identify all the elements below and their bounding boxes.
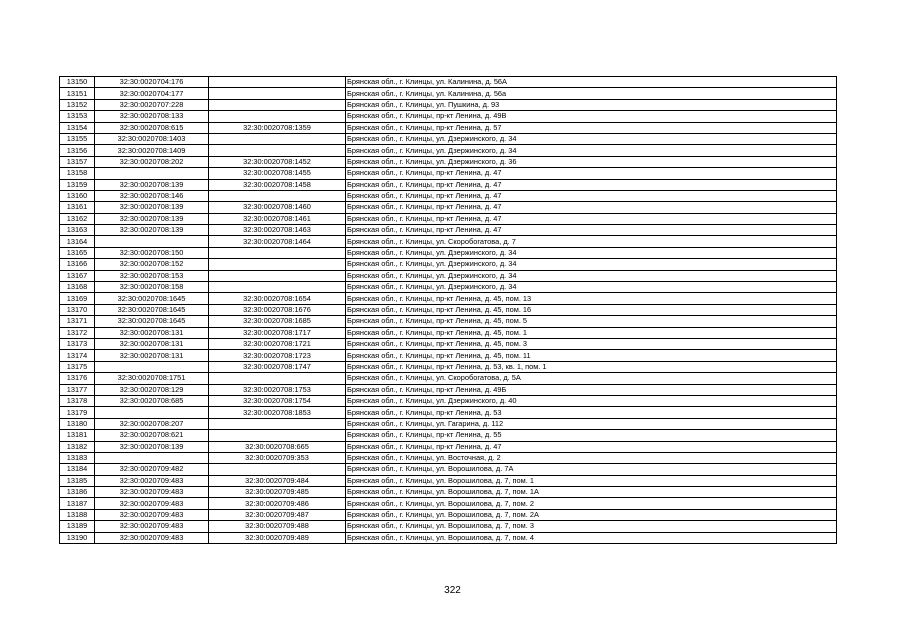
- cadastral-number-cell: [95, 168, 209, 179]
- cadastral-number-cell: 32:30:0020708:139: [95, 179, 209, 190]
- address-cell: Брянская обл., г. Клинцы, пр-кт Ленина, д. 47: [346, 213, 837, 224]
- address-cell: Брянская обл., г. Клинцы, ул. Ворошилова, д. 7, пом. 1: [346, 475, 837, 486]
- table-row: [60, 407, 837, 418]
- parent-number-cell: 32:30:0020708:1464: [209, 236, 346, 247]
- registry-table: [59, 76, 837, 544]
- table-row: [60, 475, 837, 486]
- row-number-cell: 13159: [60, 179, 95, 190]
- row-number-cell: 13188: [60, 509, 95, 520]
- parent-number-cell: 32:30:0020708:1853: [209, 407, 346, 418]
- table-row: [60, 111, 837, 122]
- row-number-cell: 13167: [60, 270, 95, 281]
- cadastral-number-cell: 32:30:0020708:139: [95, 225, 209, 236]
- row-number-cell: 13179: [60, 407, 95, 418]
- table-row: [60, 247, 837, 258]
- row-number-cell: 13152: [60, 99, 95, 110]
- parent-number-cell: 32:30:0020708:1460: [209, 202, 346, 213]
- address-cell: Брянская обл., г. Клинцы, пр-кт Ленина, д. 45, пом. 13: [346, 293, 837, 304]
- row-number-cell: 13161: [60, 202, 95, 213]
- address-cell: Брянская обл., г. Клинцы, ул. Гагарина, д. 112: [346, 418, 837, 429]
- table-row: [60, 316, 837, 327]
- cadastral-number-cell: 32:30:0020708:158: [95, 282, 209, 293]
- parent-number-cell: [209, 111, 346, 122]
- address-cell: Брянская обл., г. Клинцы, пр-кт Ленина, д. 47: [346, 441, 837, 452]
- parent-number-cell: 32:30:0020708:1753: [209, 384, 346, 395]
- row-number-cell: 13162: [60, 213, 95, 224]
- cadastral-number-cell: 32:30:0020708:685: [95, 395, 209, 406]
- registry-table-body: [60, 77, 837, 544]
- table-row: [60, 168, 837, 179]
- cadastral-number-cell: 32:30:0020708:152: [95, 259, 209, 270]
- row-number-cell: 13154: [60, 122, 95, 133]
- row-number-cell: 13189: [60, 521, 95, 532]
- parent-number-cell: 32:30:0020708:1452: [209, 156, 346, 167]
- address-cell: Брянская обл., г. Клинцы, ул. Дзержинского, д. 36: [346, 156, 837, 167]
- table-row: [60, 156, 837, 167]
- parent-number-cell: [209, 88, 346, 99]
- address-cell: Брянская обл., г. Клинцы, пр-кт Ленина, д. 49В: [346, 111, 837, 122]
- table-row: [60, 395, 837, 406]
- row-number-cell: 13160: [60, 190, 95, 201]
- cadastral-number-cell: 32:30:0020708:150: [95, 247, 209, 258]
- table-row: [60, 532, 837, 543]
- table-row: [60, 452, 837, 463]
- cadastral-number-cell: 32:30:0020709:483: [95, 509, 209, 520]
- cadastral-number-cell: 32:30:0020709:483: [95, 487, 209, 498]
- parent-number-cell: 32:30:0020708:1717: [209, 327, 346, 338]
- address-cell: Брянская обл., г. Клинцы, пр-кт Ленина, д. 45, пом. 3: [346, 338, 837, 349]
- table-row: [60, 99, 837, 110]
- parent-number-cell: 32:30:0020708:1723: [209, 350, 346, 361]
- parent-number-cell: [209, 373, 346, 384]
- parent-number-cell: 32:30:0020709:488: [209, 521, 346, 532]
- table-row: [60, 225, 837, 236]
- parent-number-cell: [209, 282, 346, 293]
- parent-number-cell: 32:30:0020709:353: [209, 452, 346, 463]
- parent-number-cell: 32:30:0020709:484: [209, 475, 346, 486]
- table-row: [60, 418, 837, 429]
- parent-number-cell: 32:30:0020708:1359: [209, 122, 346, 133]
- address-cell: Брянская обл., г. Клинцы, пр-кт Ленина, д. 47: [346, 168, 837, 179]
- address-cell: Брянская обл., г. Клинцы, ул. Пушкина, д. 93: [346, 99, 837, 110]
- row-number-cell: 13184: [60, 464, 95, 475]
- row-number-cell: 13175: [60, 361, 95, 372]
- parent-number-cell: [209, 430, 346, 441]
- cadastral-number-cell: 32:30:0020709:483: [95, 521, 209, 532]
- cadastral-number-cell: 32:30:0020708:139: [95, 202, 209, 213]
- page-number: 322: [444, 585, 461, 596]
- table-row: [60, 77, 837, 88]
- row-number-cell: 13164: [60, 236, 95, 247]
- parent-number-cell: 32:30:0020709:487: [209, 509, 346, 520]
- cadastral-number-cell: 32:30:0020708:139: [95, 441, 209, 452]
- parent-number-cell: 32:30:0020708:1685: [209, 316, 346, 327]
- cadastral-number-cell: 32:30:0020708:202: [95, 156, 209, 167]
- parent-number-cell: 32:30:0020708:1654: [209, 293, 346, 304]
- row-number-cell: 13178: [60, 395, 95, 406]
- address-cell: Брянская обл., г. Клинцы, ул. Ворошилова, д. 7, пом. 4: [346, 532, 837, 543]
- address-cell: Брянская обл., г. Клинцы, ул. Дзержинского, д. 34: [346, 270, 837, 281]
- table-row: [60, 259, 837, 270]
- table-row: [60, 202, 837, 213]
- cadastral-number-cell: 32:30:0020708:129: [95, 384, 209, 395]
- cadastral-number-cell: 32:30:0020708:621: [95, 430, 209, 441]
- cadastral-number-cell: 32:30:0020707:228: [95, 99, 209, 110]
- cadastral-number-cell: 32:30:0020708:1645: [95, 293, 209, 304]
- parent-number-cell: [209, 270, 346, 281]
- parent-number-cell: 32:30:0020709:486: [209, 498, 346, 509]
- row-number-cell: 13174: [60, 350, 95, 361]
- cadastral-number-cell: 32:30:0020708:153: [95, 270, 209, 281]
- table-row: [60, 133, 837, 144]
- parent-number-cell: [209, 77, 346, 88]
- cadastral-number-cell: 32:30:0020708:139: [95, 213, 209, 224]
- row-number-cell: 13151: [60, 88, 95, 99]
- cadastral-number-cell: 32:30:0020708:1751: [95, 373, 209, 384]
- cadastral-number-cell: 32:30:0020708:1409: [95, 145, 209, 156]
- address-cell: Брянская обл., г. Клинцы, пр-кт Ленина, д. 47: [346, 225, 837, 236]
- table-row: [60, 384, 837, 395]
- cadastral-number-cell: [95, 236, 209, 247]
- row-number-cell: 13183: [60, 452, 95, 463]
- cadastral-number-cell: 32:30:0020709:483: [95, 532, 209, 543]
- row-number-cell: 13153: [60, 111, 95, 122]
- address-cell: Брянская обл., г. Клинцы, ул. Ворошилова, д. 7, пом. 2: [346, 498, 837, 509]
- parent-number-cell: 32:30:0020708:1463: [209, 225, 346, 236]
- cadastral-number-cell: 32:30:0020709:482: [95, 464, 209, 475]
- parent-number-cell: 32:30:0020708:1461: [209, 213, 346, 224]
- address-cell: Брянская обл., г. Клинцы, ул. Калинина, д. 56а: [346, 88, 837, 99]
- parent-number-cell: [209, 247, 346, 258]
- row-number-cell: 13173: [60, 338, 95, 349]
- parent-number-cell: [209, 190, 346, 201]
- table-row: [60, 293, 837, 304]
- parent-number-cell: [209, 259, 346, 270]
- row-number-cell: 13186: [60, 487, 95, 498]
- table-row: [60, 521, 837, 532]
- parent-number-cell: [209, 133, 346, 144]
- address-cell: Брянская обл., г. Клинцы, пр-кт Ленина, д. 49Б: [346, 384, 837, 395]
- cadastral-number-cell: 32:30:0020709:483: [95, 475, 209, 486]
- row-number-cell: 13187: [60, 498, 95, 509]
- row-number-cell: 13177: [60, 384, 95, 395]
- table-row: [60, 236, 837, 247]
- address-cell: Брянская обл., г. Клинцы, ул. Ворошилова, д. 7, пом. 1А: [346, 487, 837, 498]
- address-cell: Брянская обл., г. Клинцы, ул. Дзержинского, д. 34: [346, 259, 837, 270]
- address-cell: Брянская обл., г. Клинцы, ул. Ворошилова, д. 7, пом. 3: [346, 521, 837, 532]
- row-number-cell: 13157: [60, 156, 95, 167]
- row-number-cell: 13155: [60, 133, 95, 144]
- address-cell: Брянская обл., г. Клинцы, пр-кт Ленина, д. 47: [346, 179, 837, 190]
- row-number-cell: 13180: [60, 418, 95, 429]
- cadastral-number-cell: 32:30:0020709:483: [95, 498, 209, 509]
- table-row: [60, 282, 837, 293]
- row-number-cell: 13176: [60, 373, 95, 384]
- row-number-cell: 13170: [60, 304, 95, 315]
- address-cell: Брянская обл., г. Клинцы, пр-кт Ленина, д. 47: [346, 202, 837, 213]
- cadastral-number-cell: 32:30:0020708:1645: [95, 316, 209, 327]
- table-row: [60, 487, 837, 498]
- row-number-cell: 13190: [60, 532, 95, 543]
- cadastral-number-cell: 32:30:0020708:207: [95, 418, 209, 429]
- address-cell: Брянская обл., г. Клинцы, ул. Скоробогатова, д. 7: [346, 236, 837, 247]
- address-cell: Брянская обл., г. Клинцы, пр-кт Ленина, д. 45, пом. 5: [346, 316, 837, 327]
- address-cell: Брянская обл., г. Клинцы, пр-кт Ленина, д. 57: [346, 122, 837, 133]
- parent-number-cell: 32:30:0020708:1747: [209, 361, 346, 372]
- cadastral-number-cell: 32:30:0020708:131: [95, 338, 209, 349]
- parent-number-cell: [209, 464, 346, 475]
- cadastral-number-cell: [95, 361, 209, 372]
- table-row: [60, 430, 837, 441]
- address-cell: Брянская обл., г. Клинцы, пр-кт Ленина, д. 53: [346, 407, 837, 418]
- address-cell: Брянская обл., г. Клинцы, ул. Ворошилова, д. 7А: [346, 464, 837, 475]
- row-number-cell: 13168: [60, 282, 95, 293]
- address-cell: Брянская обл., г. Клинцы, ул. Дзержинского, д. 34: [346, 133, 837, 144]
- table-row: [60, 145, 837, 156]
- address-cell: Брянская обл., г. Клинцы, пр-кт Ленина, д. 53, кв. 1, пом. 1: [346, 361, 837, 372]
- row-number-cell: 13182: [60, 441, 95, 452]
- parent-number-cell: 32:30:0020708:1455: [209, 168, 346, 179]
- table-row: [60, 213, 837, 224]
- address-cell: Брянская обл., г. Клинцы, ул. Восточная, д. 2: [346, 452, 837, 463]
- table-row: [60, 304, 837, 315]
- address-cell: Брянская обл., г. Клинцы, пр-кт Ленина, д. 55: [346, 430, 837, 441]
- table-row: [60, 179, 837, 190]
- cadastral-number-cell: 32:30:0020704:176: [95, 77, 209, 88]
- address-cell: Брянская обл., г. Клинцы, ул. Калинина, д. 56А: [346, 77, 837, 88]
- parent-number-cell: [209, 418, 346, 429]
- parent-number-cell: 32:30:0020709:489: [209, 532, 346, 543]
- row-number-cell: 13156: [60, 145, 95, 156]
- table-row: [60, 441, 837, 452]
- cadastral-number-cell: 32:30:0020708:1645: [95, 304, 209, 315]
- row-number-cell: 13150: [60, 77, 95, 88]
- cadastral-number-cell: 32:30:0020708:131: [95, 327, 209, 338]
- row-number-cell: 13169: [60, 293, 95, 304]
- row-number-cell: 13172: [60, 327, 95, 338]
- table-row: [60, 270, 837, 281]
- address-cell: Брянская обл., г. Клинцы, ул. Дзержинского, д. 34: [346, 247, 837, 258]
- address-cell: Брянская обл., г. Клинцы, ул. Дзержинского, д. 40: [346, 395, 837, 406]
- table-row: [60, 122, 837, 133]
- cadastral-number-cell: [95, 407, 209, 418]
- row-number-cell: 13166: [60, 259, 95, 270]
- table-row: [60, 338, 837, 349]
- address-cell: Брянская обл., г. Клинцы, пр-кт Ленина, д. 45, пом. 11: [346, 350, 837, 361]
- table-row: [60, 190, 837, 201]
- table-row: [60, 350, 837, 361]
- parent-number-cell: 32:30:0020708:665: [209, 441, 346, 452]
- row-number-cell: 13185: [60, 475, 95, 486]
- row-number-cell: 13165: [60, 247, 95, 258]
- parent-number-cell: 32:30:0020708:1676: [209, 304, 346, 315]
- row-number-cell: 13158: [60, 168, 95, 179]
- address-cell: Брянская обл., г. Клинцы, пр-кт Ленина, д. 47: [346, 190, 837, 201]
- address-cell: Брянская обл., г. Клинцы, пр-кт Ленина, д. 45, пом. 1: [346, 327, 837, 338]
- table-row: [60, 88, 837, 99]
- table-row: [60, 361, 837, 372]
- address-cell: Брянская обл., г. Клинцы, ул. Дзержинского, д. 34: [346, 282, 837, 293]
- parent-number-cell: 32:30:0020709:485: [209, 487, 346, 498]
- address-cell: Брянская обл., г. Клинцы, ул. Дзержинского, д. 34: [346, 145, 837, 156]
- table-row: [60, 464, 837, 475]
- row-number-cell: 13181: [60, 430, 95, 441]
- cadastral-number-cell: 32:30:0020708:146: [95, 190, 209, 201]
- cadastral-number-cell: 32:30:0020708:1403: [95, 133, 209, 144]
- parent-number-cell: [209, 99, 346, 110]
- table-row: [60, 373, 837, 384]
- cadastral-number-cell: 32:30:0020708:133: [95, 111, 209, 122]
- parent-number-cell: 32:30:0020708:1721: [209, 338, 346, 349]
- table-row: [60, 509, 837, 520]
- parent-number-cell: [209, 145, 346, 156]
- parent-number-cell: 32:30:0020708:1458: [209, 179, 346, 190]
- cadastral-number-cell: 32:30:0020708:615: [95, 122, 209, 133]
- table-row: [60, 327, 837, 338]
- address-cell: Брянская обл., г. Клинцы, ул. Скоробогатова, д. 5А: [346, 373, 837, 384]
- parent-number-cell: 32:30:0020708:1754: [209, 395, 346, 406]
- address-cell: Брянская обл., г. Клинцы, ул. Ворошилова, д. 7, пом. 2А: [346, 509, 837, 520]
- cadastral-number-cell: 32:30:0020708:131: [95, 350, 209, 361]
- row-number-cell: 13171: [60, 316, 95, 327]
- row-number-cell: 13163: [60, 225, 95, 236]
- cadastral-number-cell: 32:30:0020704:177: [95, 88, 209, 99]
- address-cell: Брянская обл., г. Клинцы, пр-кт Ленина, д. 45, пом. 16: [346, 304, 837, 315]
- table-row: [60, 498, 837, 509]
- cadastral-number-cell: [95, 452, 209, 463]
